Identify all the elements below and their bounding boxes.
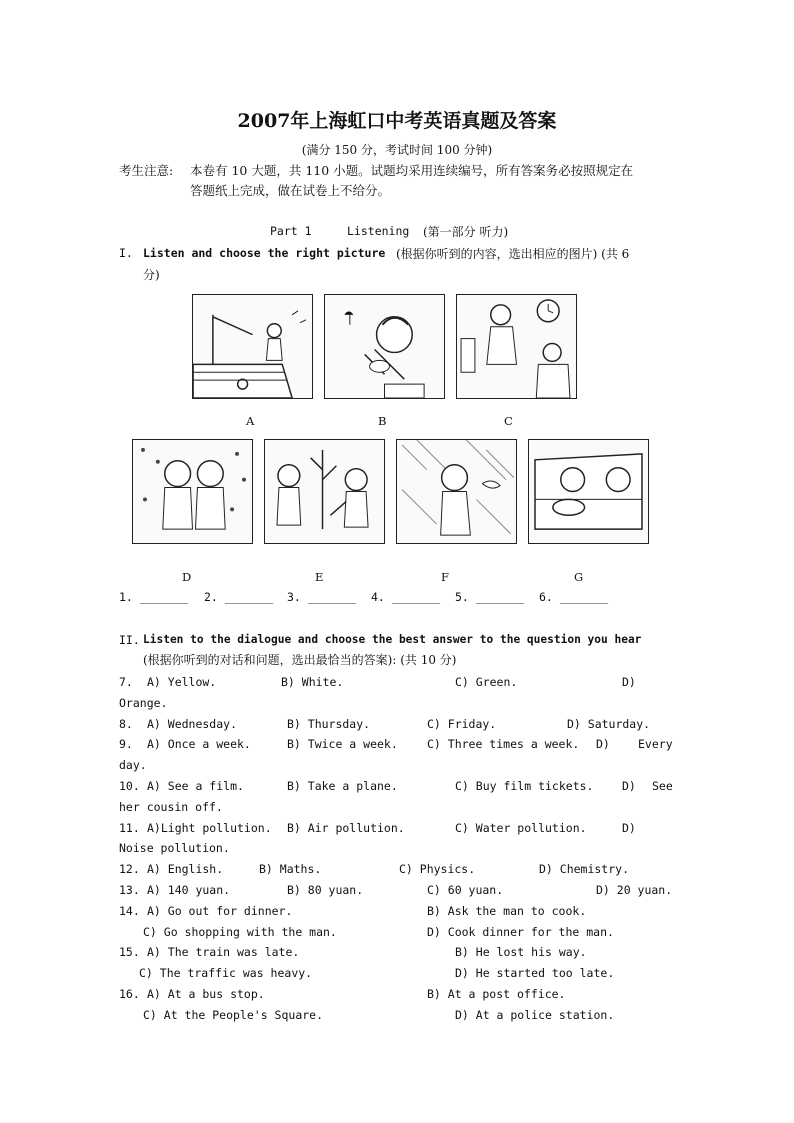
question-number: 8. [119, 717, 133, 731]
picture-f [396, 439, 517, 544]
page-title: 2007年上海虹口中考英语真题及答案 [237, 110, 557, 132]
section2-instruction: Listen to the dialogue and choose the best answer to the question you hear [143, 633, 642, 646]
option-b: B) Take a plane. [287, 779, 398, 793]
option-b: B) Ask the man to cook. [427, 904, 587, 918]
part1-listening: Listening [347, 224, 410, 238]
option-b: B) Thursday. [287, 717, 371, 731]
option-d: D) 20 yuan. [596, 883, 673, 897]
question-number: 15. [119, 945, 140, 959]
option-c: C) Three times a week. [427, 737, 580, 751]
option-b: B) Maths. [259, 862, 322, 876]
section2-num: II. [119, 633, 140, 647]
question-number: 13. [119, 883, 140, 897]
option-d: D) He started too late. [455, 966, 615, 980]
picture-label-a: A [246, 414, 255, 428]
picture-label-d: D [182, 570, 192, 584]
snow-kids-icon [133, 440, 252, 543]
answer-blank-4: 4. _______ [371, 590, 441, 604]
option-a: A) At a bus stop. [147, 987, 265, 1001]
section2-instruction-cn: (根据你听到的对话和问题，选出最恰当的答案): (共 10 分) [143, 653, 457, 667]
question-number: 12. [119, 862, 140, 876]
question-number: 9. [119, 737, 133, 751]
option-c: C) At the People's Square. [143, 1008, 324, 1022]
answer-blank-5: 5. _______ [455, 590, 525, 604]
option-wrap: her cousin off. [119, 800, 223, 814]
option-d: D) [622, 821, 636, 835]
picture-label-g: G [574, 570, 584, 584]
option-b: B) He lost his way. [455, 945, 587, 959]
option-c: C) Go shopping with the man. [143, 925, 337, 939]
option-a: A) Wednesday. [147, 717, 238, 731]
option-a: A) Once a week. [147, 737, 251, 751]
picture-d [132, 439, 253, 544]
option-d-text: Every [638, 737, 673, 751]
picture-e [264, 439, 385, 544]
ship-scene-icon [193, 295, 312, 398]
notice-line-2: 答题纸上完成，做在试卷上不给分。 [190, 183, 391, 198]
answer-blank-6: 6. _______ [539, 590, 609, 604]
question-number: 14. [119, 904, 140, 918]
option-a: A) 140 yuan. [147, 883, 231, 897]
option-d: D) [596, 737, 610, 751]
section1-instruction: Listen and choose the right picture [143, 246, 386, 260]
option-a: A) See a film. [147, 779, 244, 793]
option-c: C) 60 yuan. [427, 883, 504, 897]
picture-g [528, 439, 649, 544]
question-number: 11. [119, 821, 140, 835]
option-d: D) Chemistry. [539, 862, 630, 876]
option-a: A) English. [147, 862, 224, 876]
option-c: C) Green. [455, 675, 518, 689]
picture-label-c: C [504, 414, 513, 428]
answer-blank-3: 3. _______ [287, 590, 357, 604]
picture-a [192, 294, 313, 399]
option-c: C) Friday. [427, 717, 497, 731]
option-c: C) Water pollution. [455, 821, 587, 835]
option-a: A) Yellow. [147, 675, 217, 689]
option-b: B) Air pollution. [287, 821, 405, 835]
option-a: A) The train was late. [147, 945, 300, 959]
option-wrap: day. [119, 758, 147, 772]
section1-num: I. [119, 246, 133, 260]
option-wrap: Noise pollution. [119, 841, 230, 855]
option-c: C) Physics. [399, 862, 476, 876]
option-d: D) Saturday. [567, 717, 651, 731]
page-subtitle: (满分 150 分，考试时间 100 分钟) [301, 143, 493, 157]
option-d-text: See [652, 779, 673, 793]
picture-label-f: F [441, 570, 449, 584]
option-c: C) The traffic was heavy. [139, 966, 313, 980]
clock-room-icon [457, 295, 576, 398]
option-a: A)Light pollution. [147, 821, 272, 835]
option-d: D) [622, 779, 636, 793]
option-a: A) Go out for dinner. [147, 904, 293, 918]
answer-blank-2: 2. _______ [204, 590, 274, 604]
part1-cn: (第一部分 听力) [423, 225, 509, 239]
answer-blank-1: 1. _______ [119, 590, 189, 604]
section1-instruction-cn: (根据你听到的内容，选出相应的图片) (共 6 [396, 247, 630, 261]
option-b: B) 80 yuan. [287, 883, 364, 897]
option-c: C) Buy film tickets. [455, 779, 594, 793]
picture-b [324, 294, 445, 399]
picture-label-e: E [315, 570, 324, 584]
option-d: D) [622, 675, 636, 689]
picture-label-b: B [378, 414, 387, 428]
picture-c [456, 294, 577, 399]
section1-instruction-cn-2: 分) [143, 268, 160, 282]
question-number: 7. [119, 675, 133, 689]
option-d: D) At a police station. [455, 1008, 615, 1022]
violin-girl-icon [325, 295, 444, 398]
option-wrap: Orange. [119, 696, 168, 710]
car-ride-icon [529, 440, 648, 543]
windy-rain-icon [397, 440, 516, 543]
option-b: B) Twice a week. [287, 737, 398, 751]
notice-label: 考生注意: [119, 163, 174, 178]
option-b: B) At a post office. [427, 987, 566, 1001]
part1-label: Part 1 [270, 224, 312, 238]
question-number: 16. [119, 987, 140, 1001]
question-number: 10. [119, 779, 140, 793]
notice-line-1: 本卷有 10 大题，共 110 小题。试题均采用连续编号，所有答案务必按照规定在 [190, 163, 634, 178]
tree-planting-icon [265, 440, 384, 543]
option-b: B) White. [281, 675, 344, 689]
option-d: D) Cook dinner for the man. [427, 925, 614, 939]
